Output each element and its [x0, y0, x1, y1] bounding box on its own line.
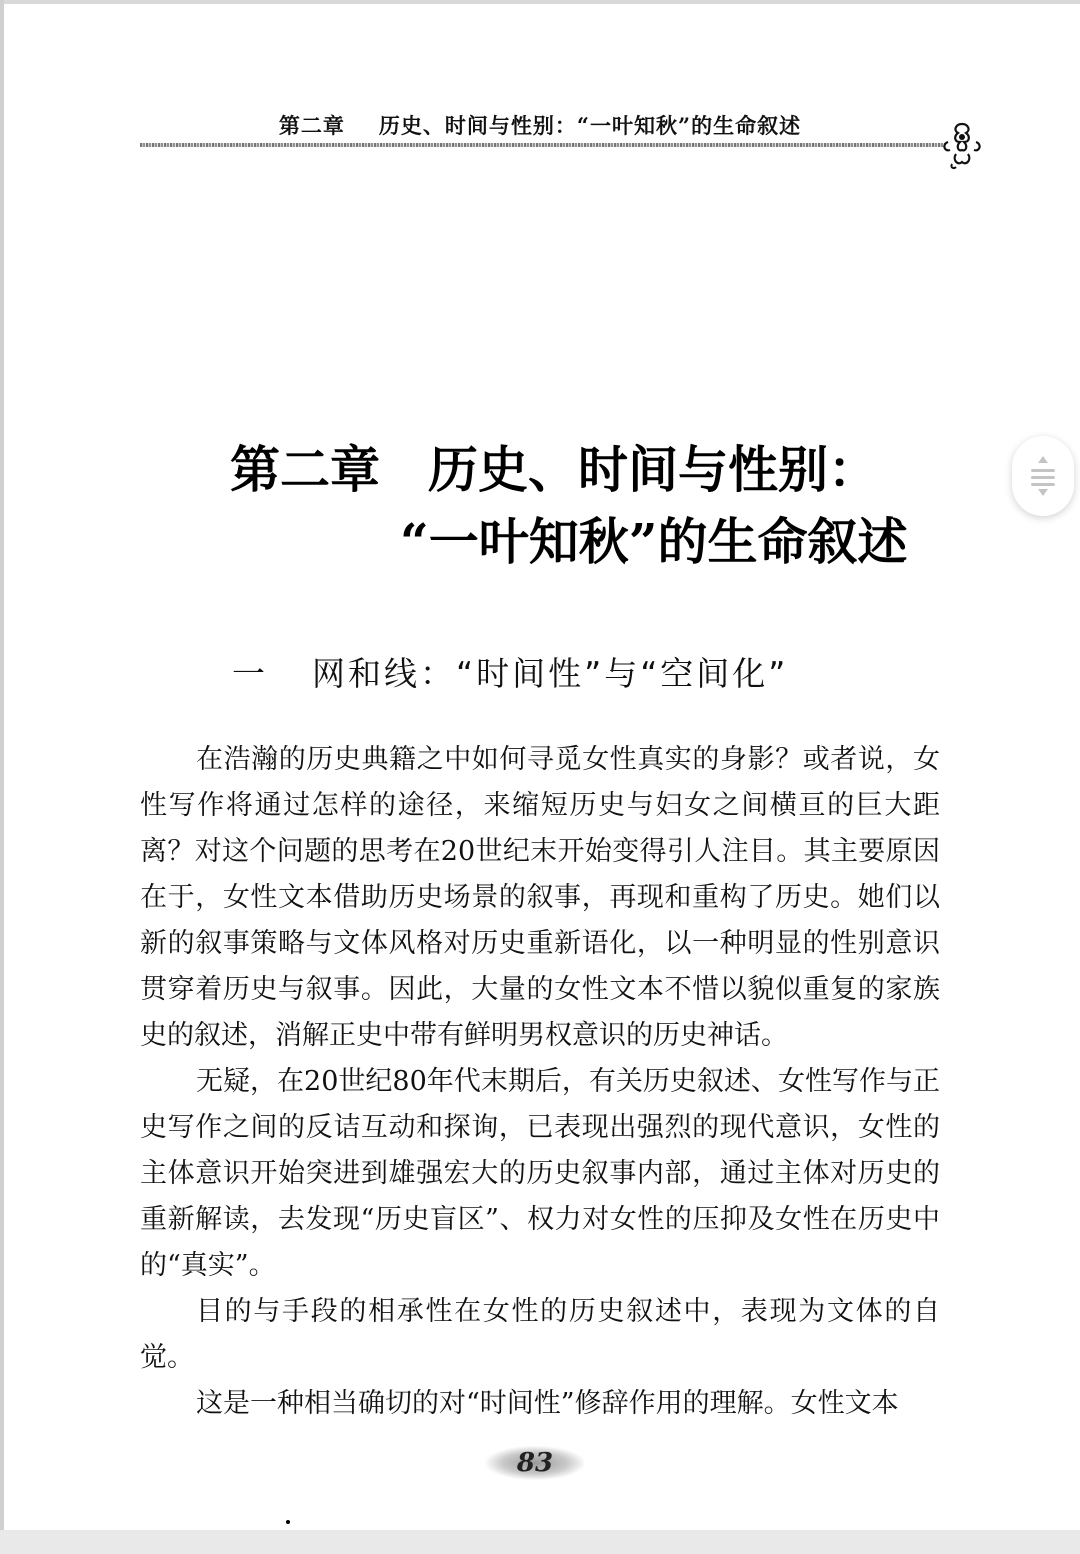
paragraph: 在浩瀚的历史典籍之中如何寻觅女性真实的身影？或者说，女性写作将通过怎样的途径，来缩短历史与妇女之间横亘的巨大距离？对这个问题的思考在20世纪末开始变得引人注目。其主要原因在于，女性文本借助历史场景的叙事，再现和重构了历史。她们以新的叙事策略与文体风格对历史重新语化，以一种明显的性别意识贯穿着历史与叙事。因此，大量的女性文本不惜以貌似重复的家族史的叙述，消解正史中带有鲜明男权意识的历史神话。	[140, 744, 940, 1051]
paragraph: 这是一种相当确切的对“时间性”修辞作用的理解。女性文本	[196, 1388, 899, 1419]
page-number: 83	[485, 1446, 585, 1480]
print-speck	[286, 1520, 290, 1524]
running-header-title: 历史、时间与性别：“一叶知秋”的生命叙述	[378, 113, 802, 138]
scroll-handle[interactable]	[1012, 436, 1074, 516]
paragraph: 无疑，在20世纪80年代末期后，有关历史叙述、女性写作与正史写作之间的反诘互动和探询，已表现出强烈的现代意识，女性的主体意识开始突进到雄强宏大的历史叙事内部，通过主体对历史的重新解读，去发现“历史盲区”、权力对女性的压抑及女性在历史中的“真实”。	[140, 1066, 940, 1281]
chapter-subtitle: “一叶知秋”的生命叙述	[400, 512, 908, 571]
body-text	[140, 737, 940, 1427]
running-header	[140, 110, 940, 140]
section-title: 网和线：“时间性”与“空间化”	[312, 654, 789, 693]
chapter-number: 第二章	[230, 440, 380, 499]
page-top-edge	[0, 0, 1080, 4]
running-header-chapter: 第二章	[278, 113, 345, 138]
page-left-edge	[0, 0, 4, 1530]
floral-ornament-icon	[940, 120, 984, 170]
paragraph: 目的与手段的相承性在女性的历史叙述中，表现为文体的自觉。	[140, 1296, 940, 1373]
section-number: 一	[232, 654, 268, 693]
section-heading	[232, 648, 788, 695]
header-rule	[140, 143, 945, 147]
chapter-title	[230, 440, 878, 500]
scroll-handle-icon	[1012, 436, 1074, 516]
chapter-title-text: 历史、时间与性别：	[428, 440, 878, 499]
